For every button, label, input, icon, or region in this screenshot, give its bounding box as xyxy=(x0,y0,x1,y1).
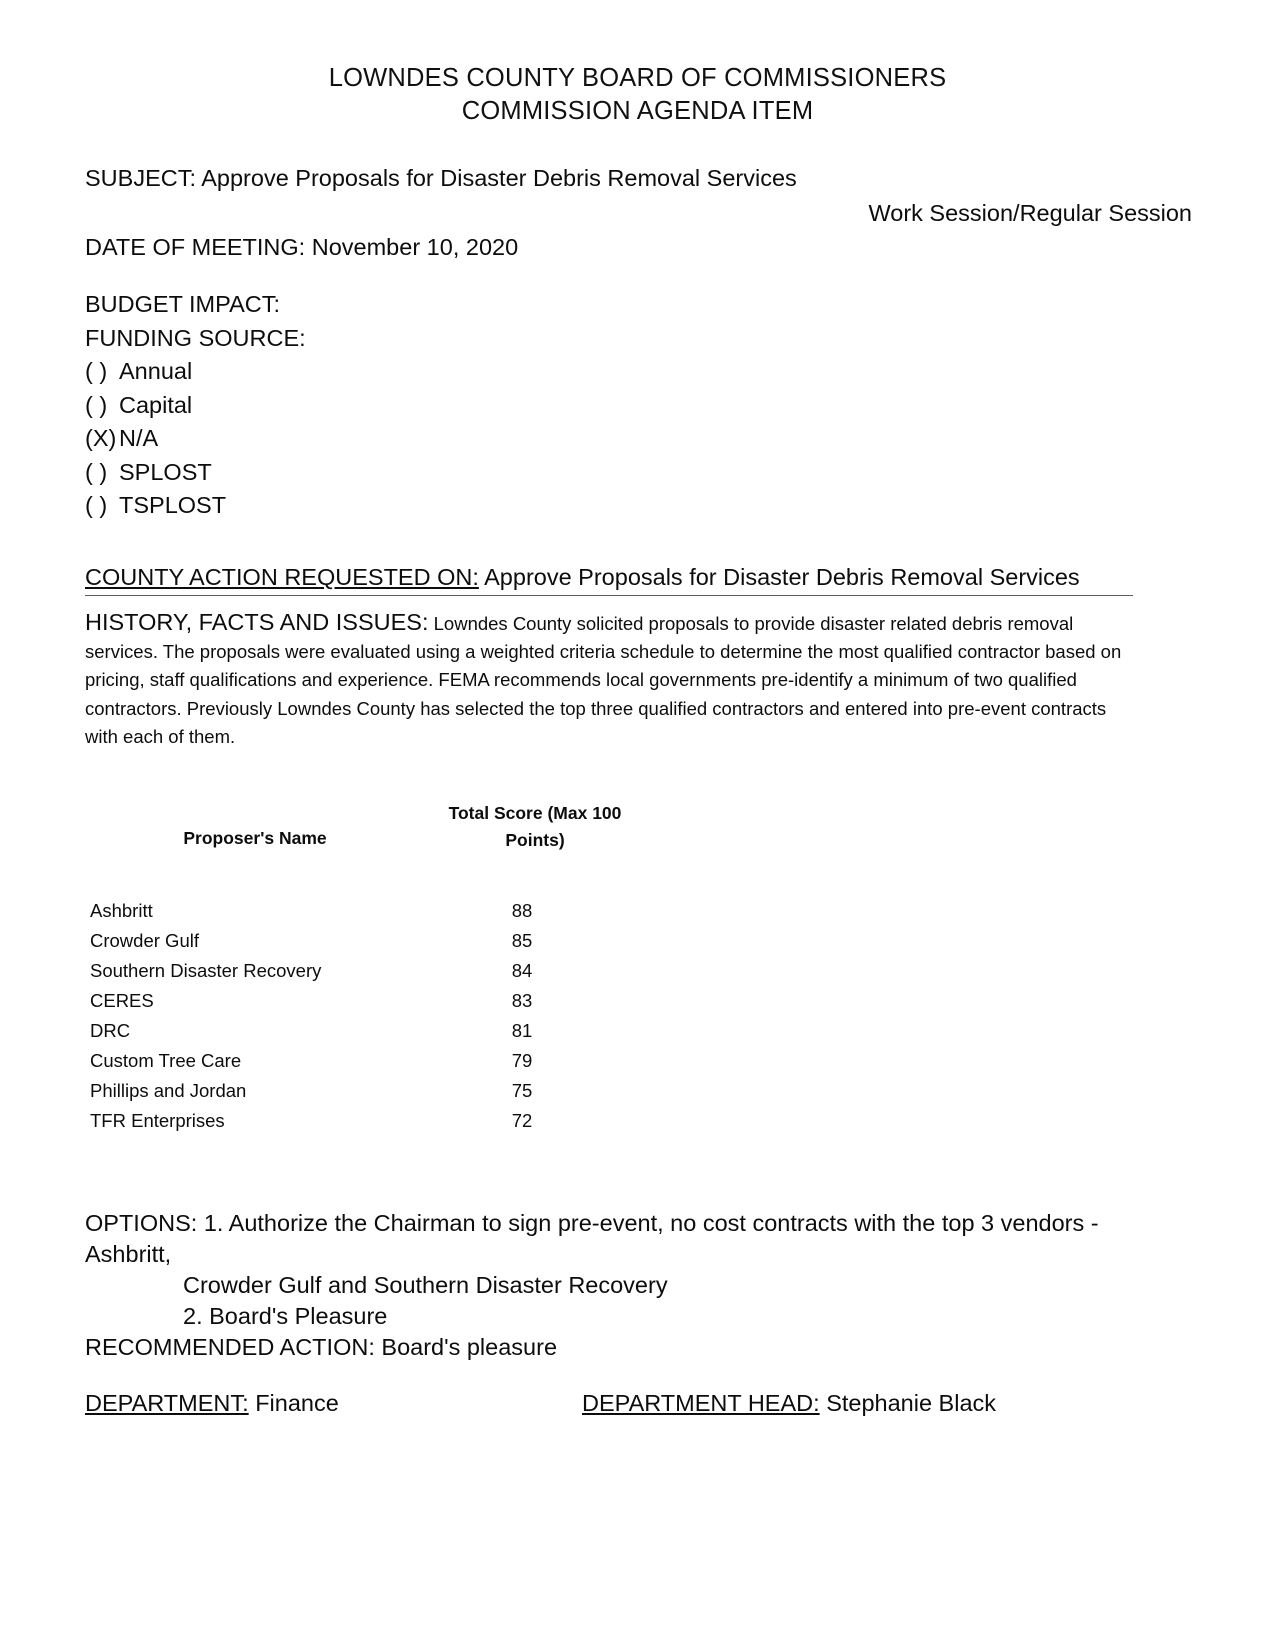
table-row xyxy=(85,1106,645,1136)
column-header-total-score-line-2: Points) xyxy=(505,830,565,850)
proposer-name: Southern Disaster Recovery xyxy=(90,960,322,981)
options-section xyxy=(85,1208,1145,1332)
subject-value: Approve Proposals for Disaster Debris Removal Services xyxy=(201,165,797,191)
proposer-name: Ashbritt xyxy=(90,900,153,921)
funding-option-tsplost-label: TSPLOST xyxy=(119,492,227,518)
funding-option-tsplost[interactable] xyxy=(85,489,306,523)
funding-source-label: FUNDING SOURCE: xyxy=(85,324,306,351)
history-label: HISTORY, FACTS AND ISSUES: xyxy=(85,609,429,635)
table-header xyxy=(85,800,645,854)
funding-option-annual-label: Annual xyxy=(119,358,193,384)
options-label: OPTIONS: xyxy=(85,1210,198,1236)
meeting-date-value: November 10, 2020 xyxy=(311,234,519,260)
proposer-score: 83 xyxy=(511,990,533,1011)
table-row xyxy=(85,854,645,926)
table-row xyxy=(85,1076,645,1106)
proposer-score: 84 xyxy=(511,960,533,981)
department-head-value: Stephanie Black xyxy=(826,1390,997,1416)
department-head-label: DEPARTMENT HEAD: xyxy=(582,1390,820,1416)
subject-line xyxy=(85,163,797,193)
meeting-date-line xyxy=(85,232,518,262)
department-value: Finance xyxy=(255,1390,339,1416)
proposer-name: Phillips and Jordan xyxy=(90,1080,247,1101)
proposer-score-table xyxy=(85,800,645,1136)
proposer-score: 81 xyxy=(511,1020,533,1041)
funding-option-capital[interactable] xyxy=(85,389,306,423)
checkbox-tsplost[interactable]: ( ) xyxy=(85,492,108,518)
proposer-score: 72 xyxy=(511,1110,533,1131)
document-title-line-1: LOWNDES COUNTY BOARD OF COMMISSIONERS xyxy=(328,64,947,92)
table-row xyxy=(85,1046,645,1076)
department-line xyxy=(85,1388,339,1418)
column-header-total-score xyxy=(425,800,645,854)
proposer-name: Custom Tree Care xyxy=(90,1050,242,1071)
proposer-name: TFR Enterprises xyxy=(90,1110,225,1131)
proposer-name: Crowder Gulf xyxy=(90,930,199,951)
proposer-score: 85 xyxy=(511,930,533,951)
budget-impact-label: BUDGET IMPACT: xyxy=(85,291,280,317)
history-facts-issues-section xyxy=(85,608,1137,751)
proposer-score: 88 xyxy=(511,900,533,921)
checkbox-splost[interactable]: ( ) xyxy=(85,458,108,485)
proposer-name: DRC xyxy=(90,1020,131,1041)
checkbox-annual[interactable]: ( ) xyxy=(85,358,108,384)
option-1-continuation: Crowder Gulf and Southern Disaster Recovery xyxy=(183,1272,668,1298)
table-header-row xyxy=(85,800,645,854)
funding-option-na[interactable] xyxy=(85,422,306,456)
proposer-score: 79 xyxy=(511,1050,533,1071)
document-title-line-2: COMMISSION AGENDA ITEM xyxy=(461,97,814,125)
table-body xyxy=(85,854,645,1136)
budget-funding-block xyxy=(85,288,306,523)
session-type: Work Session/Regular Session xyxy=(868,200,1192,226)
recommended-action-line xyxy=(85,1332,557,1362)
funding-option-splost[interactable] xyxy=(85,456,306,490)
proposer-score: 75 xyxy=(511,1080,533,1101)
county-action-label: COUNTY ACTION REQUESTED ON: xyxy=(85,564,479,590)
table-row xyxy=(85,1016,645,1046)
checkbox-capital[interactable]: ( ) xyxy=(85,391,108,418)
county-action-value: Approve Proposals for Disaster Debris Removal Services xyxy=(484,564,1080,590)
document-header xyxy=(0,62,1275,128)
checkbox-na-checked[interactable]: (X) xyxy=(85,425,117,451)
department-head-line xyxy=(582,1388,996,1418)
table-row xyxy=(85,986,645,1016)
recommended-action-value: Board's pleasure xyxy=(381,1334,558,1360)
department-label: DEPARTMENT: xyxy=(85,1390,249,1416)
option-1-text: 1. Authorize the Chairman to sign pre-event, no cost contracts with the top 3 vendors - Ashbritt, xyxy=(85,1210,1099,1267)
county-action-line xyxy=(85,562,1135,592)
proposer-name: CERES xyxy=(90,990,154,1011)
column-header-proposer-name: Proposer's Name xyxy=(183,828,327,848)
option-2-text: 2. Board's Pleasure xyxy=(183,1303,388,1329)
funding-option-annual[interactable] xyxy=(85,355,306,389)
column-header-total-score-line-1: Total Score (Max 100 xyxy=(448,803,622,823)
subject-label: SUBJECT: xyxy=(85,165,196,191)
section-divider xyxy=(85,595,1133,596)
recommended-action-label: RECOMMENDED ACTION: xyxy=(85,1334,375,1360)
table-row xyxy=(85,956,645,986)
funding-option-na-label: N/A xyxy=(119,425,159,451)
meeting-date-label: DATE OF MEETING: xyxy=(85,234,306,260)
history-body: Lowndes County solicited proposals to provide disaster related debris removal services. The proposals were evaluated using a weighted criteria schedule to determine the most qualified contractor based on pricing, staff qualifications and experience. FEMA recommends local governments pre-identify a minimum of two qualified contractors. Previously Lowndes County has selected the top three qualified contractors and entered into pre-event contracts with each of them. xyxy=(85,613,1122,747)
table-row xyxy=(85,926,645,956)
options-line-1 xyxy=(85,1208,1145,1270)
funding-option-capital-label: Capital xyxy=(119,391,193,418)
funding-option-splost-label: SPLOST xyxy=(119,458,212,485)
